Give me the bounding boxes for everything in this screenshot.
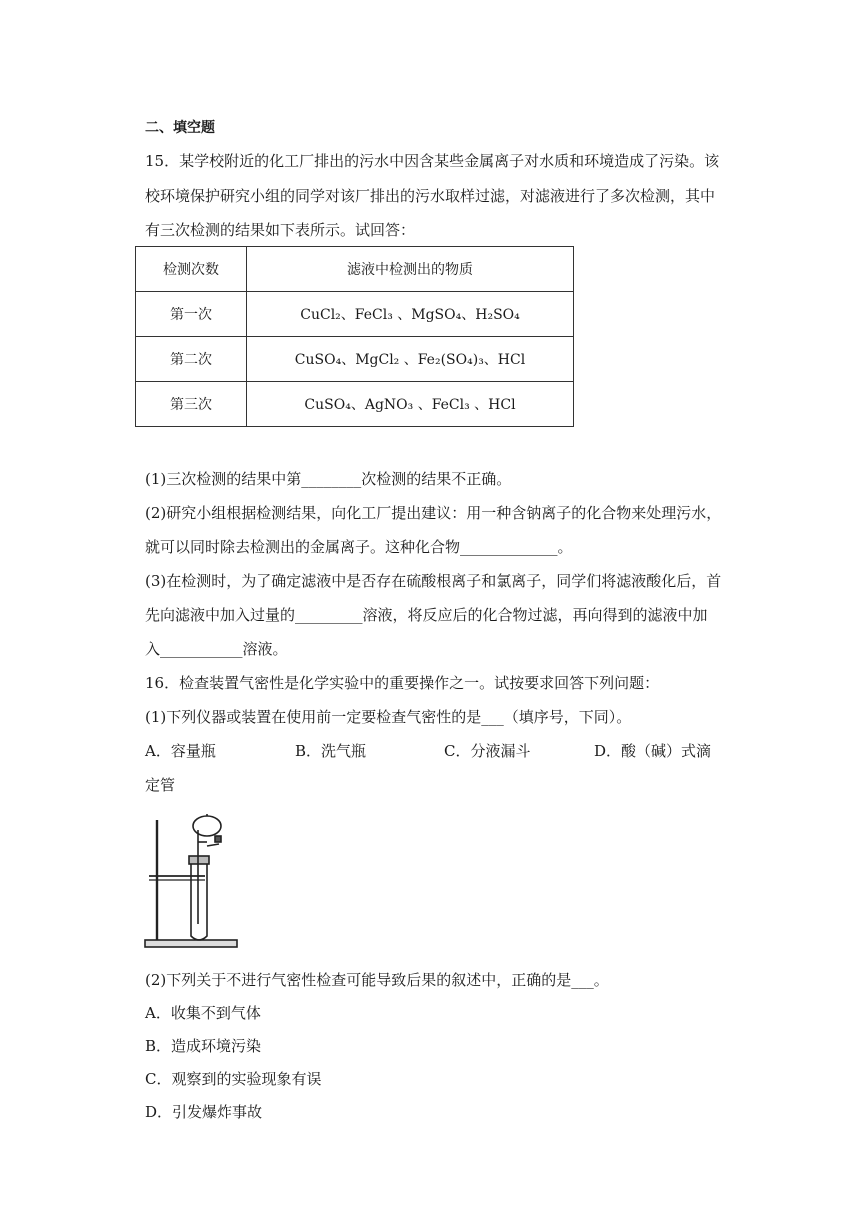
detection-table	[135, 246, 574, 427]
q15-part-3-line-2: 先向滤液中加入过量的_________溶液，将反应后的化合物过滤，再向得到的滤液中加	[145, 606, 708, 624]
q16-p2-option-c: C．观察到的实验现象有误	[145, 1070, 322, 1088]
table-row	[136, 337, 574, 382]
q16-p1-option-b: B．洗气瓶	[295, 742, 367, 760]
q15-part-2-line-2: 就可以同时除去检测出的金属离子。这种化合物_____________。	[145, 538, 573, 556]
table-cell: CuSO₄、AgNO₃ 、FeCl₃ 、HCl	[247, 382, 574, 427]
apparatus-diagram	[143, 812, 241, 952]
q15-part-2-line-1: (2)研究小组根据检测结果，向化工厂提出建议：用一种含钠离子的化合物来处理污水，	[145, 504, 722, 522]
table-header-row	[136, 247, 574, 292]
table-header-cell: 检测次数	[136, 247, 247, 292]
table-cell: CuSO₄、MgCl₂ 、Fe₂(SO₄)₃、HCl	[247, 337, 574, 382]
q16-p1-option-d-continued: 定管	[145, 776, 176, 794]
q16-p2-option-b: B．造成环境污染	[145, 1037, 262, 1055]
q16-part-1: (1)下列仪器或装置在使用前一定要检查气密性的是___（填序号，下同）。	[145, 708, 632, 726]
table-row	[136, 382, 574, 427]
q15-part-1: (1)三次检测的结果中第________次检测的结果不正确。	[145, 470, 512, 488]
table-cell: 第二次	[136, 337, 247, 382]
table-cell: 第三次	[136, 382, 247, 427]
q16-p2-option-a: A．收集不到气体	[145, 1004, 261, 1022]
q15-part-3-line-3: 入___________溶液。	[145, 640, 288, 658]
section-title: 二、填空题	[145, 120, 215, 136]
q15-stem-line-1: 15．某学校附近的化工厂排出的污水中因含某些金属离子对水质和环境造成了污染。该	[145, 152, 720, 170]
q16-p1-option-a: A．容量瓶	[145, 742, 216, 760]
q16-part-2: (2)下列关于不进行气密性检查可能导致后果的叙述中，正确的是___。	[145, 971, 609, 989]
q16-p1-option-d: D．酸（碱）式滴	[594, 742, 712, 760]
table-cell: CuCl₂、FeCl₃ 、MgSO₄、H₂SO₄	[247, 292, 574, 337]
q16-stem: 16．检查装置气密性是化学实验中的重要操作之一。试按要求回答下列问题：	[145, 674, 660, 692]
q15-part-3-line-1: (3)在检测时，为了确定滤液中是否存在硫酸根离子和氯离子，同学们将滤液酸化后，首	[145, 572, 722, 590]
q16-p1-option-c: C．分液漏斗	[444, 742, 531, 760]
q15-stem-line-2: 校环境保护研究小组的同学对该厂排出的污水取样过滤，对滤液进行了多次检测，其中	[145, 187, 716, 205]
q15-stem-line-3: 有三次检测的结果如下表所示。试回答：	[145, 221, 416, 239]
table-row	[136, 292, 574, 337]
table-cell: 第一次	[136, 292, 247, 337]
q16-p2-option-d: D．引发爆炸事故	[145, 1103, 263, 1121]
table-header-cell: 滤液中检测出的物质	[247, 247, 574, 292]
